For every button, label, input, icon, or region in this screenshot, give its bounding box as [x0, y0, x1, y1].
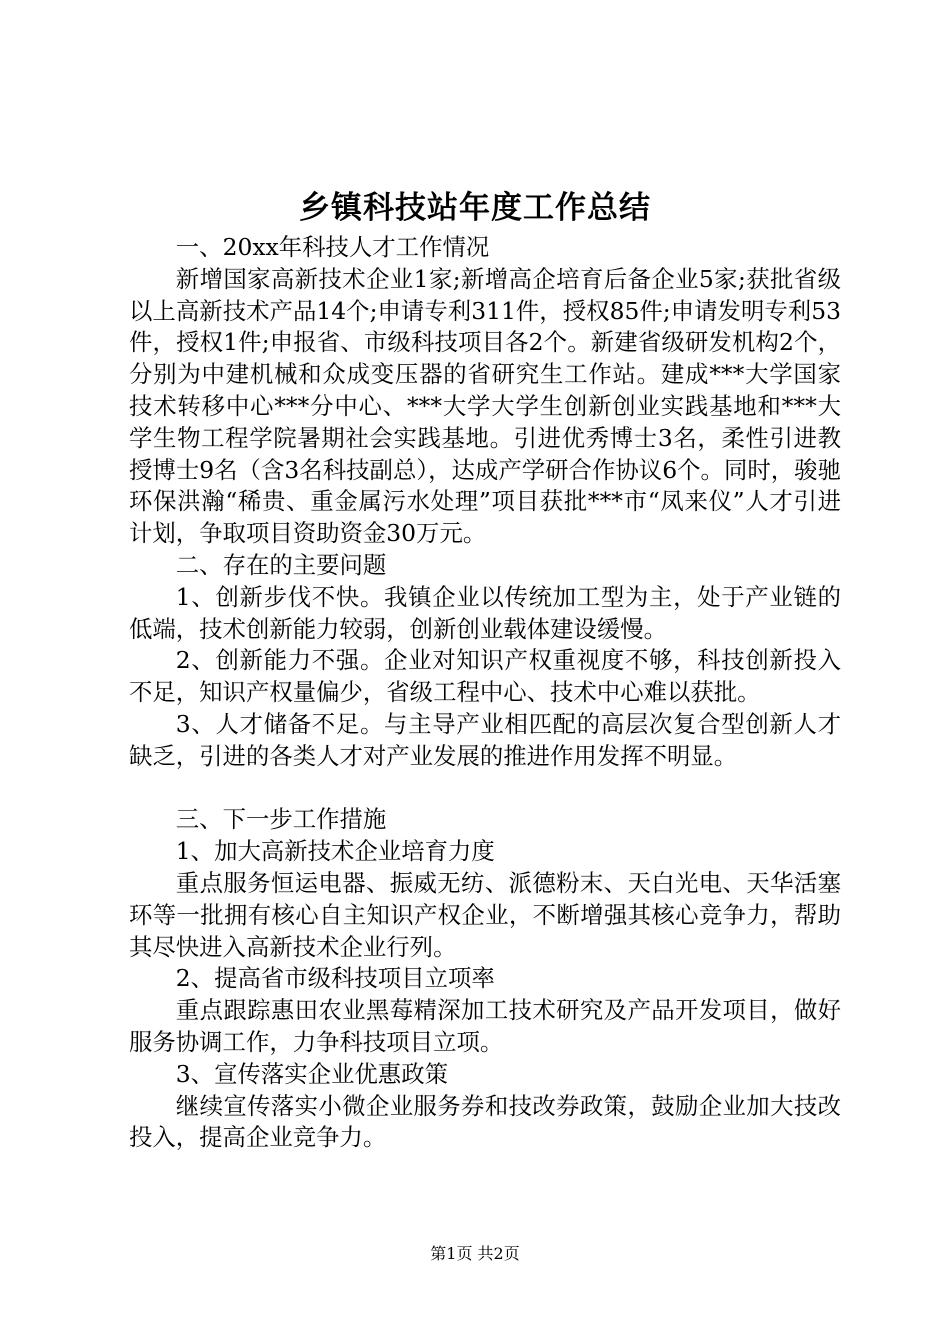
paragraph-problem-3: 3、人才储备不足。与主导产业相匹配的高层次复合型创新人才缺乏，引进的各类人才对产业发展的推进作用发挥不明显。 — [129, 709, 841, 770]
measure-heading-2: 2、提高省市级科技项目立项率 — [175, 964, 495, 993]
section-heading-2: 二、存在的主要问题 — [175, 550, 387, 579]
section-heading-3: 三、下一步工作措施 — [175, 805, 387, 834]
measure-heading-3: 3、宣传落实企业优惠政策 — [175, 1059, 448, 1088]
paragraph-problem-1: 1、创新步伐不快。我镇企业以传统加工型为主，处于产业链的低端，技术创新能力较弱，创新创业载体建设缓慢。 — [129, 582, 841, 643]
measure-paragraph-1: 重点服务恒运电器、振威无纺、派德粉末、天白光电、天华活塞环等一批拥有核心自主知识产权企业，不断增强其核心竞争力，帮助其尽快进入高新技术企业行列。 — [129, 868, 841, 961]
page-number: 第1页 共2页 — [430, 1244, 520, 1263]
measure-paragraph-3: 继续宣传落实小微企业服务券和技改券政策，鼓励企业加大技改投入，提高企业竞争力。 — [129, 1091, 841, 1152]
measure-paragraph-2: 重点跟踪惠田农业黑莓精深加工技术研究及产品开发项目，做好服务协调工作，力争科技项目立项。 — [129, 996, 841, 1056]
document-title: 乡镇科技站年度工作总结 — [299, 190, 651, 226]
paragraph-problem-2: 2、创新能力不强。企业对知识产权重视度不够，科技创新投入不足，知识产权量偏少，省级工程中心、技术中心难以获批。 — [129, 646, 841, 707]
document-body — [129, 232, 841, 1154]
paragraph-achievements: 新增国家高新技术企业1家;新增高企培育后备企业5家;获批省级以上高新技术产品14个;申请专利311件，授权85件;申请发明专利53件，授权1件;申报省、市级科技项目各2个。新建省级研发机构2个，分别为中建机械和众成变压器的省研究生工作站。建成***大学国家技术转移中心***分中心、***大学大学生创新创业实践基地和***大学生物工程学院暑期社会实践基地。引进优秀博士3名，柔性引进教授博士9名（含3名科技副总），达成产学研合作协议6个。同时，骏驰环保洪瀚“稀贵、重金属污水处理”项目获批***市“凤来仪”人才引进计划，争取项目资助资金30万元。 — [129, 264, 841, 548]
measure-heading-1: 1、加大高新技术企业培育力度 — [175, 837, 495, 866]
section-heading-1: 一、20xx年科技人才工作情况 — [175, 233, 490, 261]
blank-line — [129, 773, 841, 805]
